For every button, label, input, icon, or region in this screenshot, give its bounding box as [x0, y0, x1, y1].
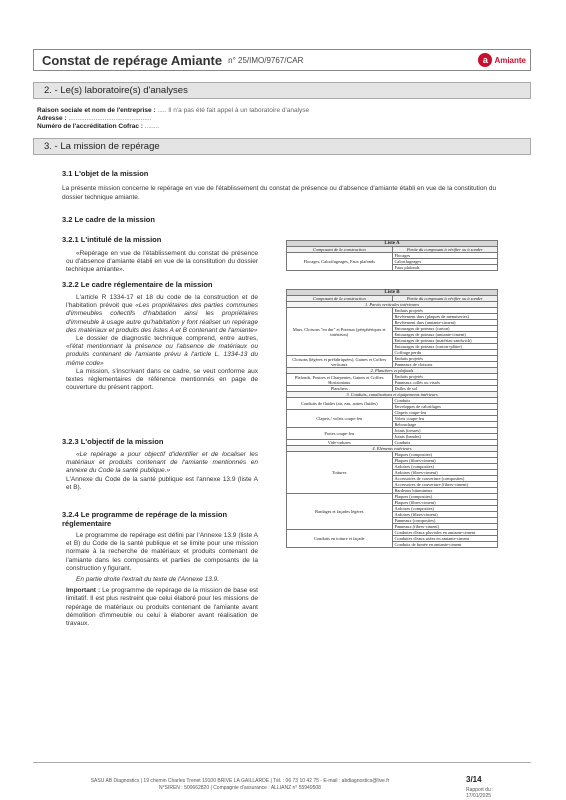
liste-a-part: Flocages [392, 253, 498, 259]
liste-b-part: Conduits [392, 440, 498, 446]
liste-b-part: Conduites d'eaux pluviales en amiante-ciment [392, 530, 498, 536]
liste-b-component: Conduits en toiture et façade [287, 530, 393, 548]
s322-p2-quote: «l'état mentionnant la présence ou l'absence de matériaux ou produits contenant de l'amiante prévu à l'article L. 1334-13 du même code» [66, 343, 258, 367]
s324-paragraph-1: Le programme de repérage est défini par l'Annexe 13.9 (liste A et B) du Code de la santé publique et se limite pour une mission normale à la recherche de matériaux et produits contenant de l'amiante dans les composants et parties de composants de la construction y figurant. [66, 532, 258, 572]
liste-b-part: Plaques (fibres-ciment) [392, 458, 498, 464]
s323-text [66, 451, 258, 492]
liste-b-part: Entourages de poteaux (carton) [392, 326, 498, 332]
liste-b-part: Coffrage perdu [392, 350, 498, 356]
s324-p2-italic: En partie droite l'extrait du texte de l'Annexe 13.9. [76, 576, 220, 584]
s324-important-text: Le programme de repérage de la mission de base est limitatif. Il est plus restreint que celui élaboré pour les missions de repérage de matériaux ou produits contenant de l'amiante avant démolition d'immeuble ou celui à élaborer avant réalisation de travaux. [66, 587, 258, 628]
liste-b-part: Dalles de sol [392, 386, 498, 392]
liste-b-part: Enduits projetés [392, 308, 498, 314]
liste-b-part: Entourages de poteaux (amiante-ciment) [392, 332, 498, 338]
s324-paragraph-2 [66, 576, 258, 584]
liste-b-part: Joints (tresses) [392, 428, 498, 434]
liste-b-component: Plafonds, Poutres et Charpentes, Gaines et Coffres Horizontaux [287, 374, 393, 386]
liste-a-title: Liste A [287, 241, 498, 247]
liste-b-part: Panneaux (fibres-ciment) [392, 524, 498, 530]
s322-p2-plain: Le dossier de diagnostic technique comprend, entre autres, [76, 335, 258, 343]
s31-text: La présente mission concerne le repérage en vue de l'établissement du constat de présence ou d'absence d'amiante établi en vue de la constitution du dossier technique amiante. [62, 185, 497, 201]
page-number: 3/14 [466, 775, 482, 784]
lab-raison-label: Raison sociale et nom de l'entreprise : [37, 107, 156, 114]
liste-b-component: Conduits de fluides (air, eau, autres fluides) [287, 398, 393, 410]
s322-paragraph-2 [66, 335, 258, 368]
liste-b-part: Clapets coupe-feu [392, 410, 498, 416]
liste-b-group-heading: 1. Parois verticales intérieures [287, 302, 498, 308]
liste-b-part: Accessoires de couverture (composites) [392, 476, 498, 482]
logo-text: Amiante [494, 55, 526, 65]
liste-b-title: Liste B [287, 290, 498, 296]
liste-a-col1: Composant de la construction [287, 247, 393, 253]
s324-important-label: Important : [66, 587, 101, 595]
liste-b-part: Enveloppes de calorifuges [392, 404, 498, 410]
lab-adresse-value: .............................................. [68, 115, 152, 122]
s324-title: 3.2.4 Le programme de repérage de la mission réglementaire [62, 510, 228, 528]
lab-cofrac-value: ........ [144, 123, 160, 130]
liste-b-component: Bardages et façades légères [287, 494, 393, 530]
liste-b-part: Ardoises (fibres-ciment) [392, 512, 498, 518]
liste-b-part: Entourages de poteaux (carton+plâtre) [392, 344, 498, 350]
liste-b-part: Rebouchage [392, 422, 498, 428]
s322-text [66, 294, 258, 392]
s32-title: 3.2 Le cadre de la mission [62, 215, 155, 224]
logo-a-icon: a [478, 53, 492, 67]
s321-paragraph: «Repérage en vue de l'établissement du constat de présence ou d'absence d'amiante établi en vue de la constitution du dossier technique amiante». [66, 250, 258, 274]
liste-b-part: Conduits de fumée en amiante-ciment [392, 542, 498, 548]
liste-b-part: Panneaux collés ou vissés [392, 380, 498, 386]
report-date-block [466, 787, 494, 799]
footer-line-2: N°SIREN : 500662820 | Compagnie d'assurance : ALLIANZ n° 55949508 [159, 785, 321, 791]
liste-b-group-heading: 4. Eléments extérieurs [287, 446, 498, 452]
lab-raison-value: ..... Il n'a pas été fait appel à un laboratoire d'analyse [157, 107, 310, 114]
liste-b-part: Ardoises (composites) [392, 506, 498, 512]
liste-b-part: Volets coupe-feu [392, 416, 498, 422]
s322-title: 3.2.2 Le cadre réglementaire de la mission [62, 280, 213, 289]
liste-b-col1: Composant de la construction [287, 296, 393, 302]
s321-title: 3.2.1 L'intitulé de la mission [62, 235, 162, 244]
amiante-logo [478, 53, 526, 67]
s322-p1-plain: L'article R 1334-17 et 18 du code de la construction et de l'habitation prévoit que [66, 294, 258, 310]
liste-b-part: Revêtement durs (amiante-ciment) [392, 320, 498, 326]
liste-b-col2: Partie du composant à vérifier ou à sonder [392, 296, 498, 302]
s322-paragraph-1 [66, 294, 258, 335]
liste-b-part: Plaques (composites) [392, 452, 498, 458]
liste-b-part: Ardoises (fibres-ciment) [392, 470, 498, 476]
liste-b-part: Revêtement durs (plaques de menuiseries) [392, 314, 498, 320]
liste-b-component: Clapets / volets coupe-feu [287, 410, 393, 428]
liste-b-part: Plaques (fibres-ciment) [392, 500, 498, 506]
lab-cofrac-label: Numéro de l'accréditation Cofrac : [37, 123, 143, 130]
liste-a-component: Flocages, Calorifugeages, Faux plafonds [287, 253, 393, 271]
liste-a-part: Faux plafonds [392, 265, 498, 271]
liste-b-part: Enduits projetés [392, 374, 498, 380]
liste-b-part: Enduits projetés [392, 356, 498, 362]
footer-line-1: SASU AB Diagnostics | 19 chemin Charles Trenet 19100 BRIVE LA GAILLARDE | Tél. : 06 73 10 42 75 - E-mail : abdiagnostics@live.fr [90, 778, 390, 784]
liste-b-component: Toitures [287, 452, 393, 494]
s324-text [66, 532, 258, 628]
liste-b-part: Panneaux (composites) [392, 518, 498, 524]
liste-b-component: Planchers [287, 386, 393, 392]
liste-b-table [286, 289, 498, 548]
liste-b-component: Portes coupe-feu [287, 428, 393, 440]
section-3-heading: 3. - La mission de repérage [33, 138, 531, 155]
liste-b-part: Joints (bandes) [392, 434, 498, 440]
liste-b-part: Conduites d'eaux usées en amiante-ciment [392, 536, 498, 542]
report-date-label: Rapport du : [466, 787, 494, 793]
s321-text [66, 250, 258, 275]
liste-b-part: Entourages de poteaux (matériau sandwich) [392, 338, 498, 344]
liste-b-body [287, 290, 498, 548]
s323-title: 3.2.3 L'objectif de la mission [62, 437, 164, 446]
footer [50, 778, 430, 792]
lab-adresse-label: Adresse : [37, 115, 67, 122]
s322-paragraph-3: La mission, s'inscrivant dans ce cadre, se veut conforme aux textes réglementaires de référence mentionnés en page de couverture du présent rapport. [66, 367, 258, 392]
s31-title: 3.1 L'objet de la mission [62, 169, 149, 178]
section-2-heading: 2. - Le(s) laboratoire(s) d'analyses [33, 82, 531, 99]
report-date: 17/01/2025 [466, 793, 492, 799]
liste-a-col2: Partie du composant à vérifier ou à sonder [392, 247, 498, 253]
liste-b-part: Accessoires de couverture (fibres-ciment) [392, 482, 498, 488]
liste-b-part: Panneaux de cloisons [392, 362, 498, 368]
s323-paragraph-2: L'Annexe du Code de la santé publique est l'annexe 13.9 (liste A et B). [66, 475, 258, 491]
liste-b-group-heading: 3. Conduits, canalisations et équipements intérieurs [287, 392, 498, 398]
liste-b-group-heading: 2. Planchers et plafonds [287, 368, 498, 374]
liste-b-part: Conduits [392, 398, 498, 404]
s323-paragraph-1 [66, 451, 258, 476]
liste-b-component: Murs, Cloisons "en dur" et Poteaux (périphériques et intérieurs) [287, 308, 393, 356]
liste-b-component: Vide-ordures [287, 440, 393, 446]
liste-b-part: Bardeaux bitumineux [392, 488, 498, 494]
liste-b-part: Plaques (composites) [392, 494, 498, 500]
liste-a-table [286, 240, 498, 271]
s323-p1-quote: «Le repérage a pour objectif d'identifier et de localiser les matériaux et produits contenant de l'amiante mentionnés en annexe du Code la santé publique.» [66, 451, 258, 475]
report-title-bar [33, 49, 531, 71]
s322-p1-quote: «Les propriétaires des parties communes d'immeubles collectifs d'habitation ainsi les propriétaires d'immeuble à usage autre qu'habitation y font réaliser un repérage des matériaux et produits des listes A et B contenant de l'amiante» [66, 302, 258, 334]
report-title: Constat de repérage Amiante [42, 52, 223, 68]
liste-b-part: Ardoises (composites) [392, 464, 498, 470]
footer-divider [33, 762, 531, 763]
liste-b-component: Cloisons (légères et préfabriquées), Gaines et Coffres verticaux [287, 356, 393, 368]
report-number: n° 25/IMO/9767/CAR [228, 55, 304, 65]
s324-paragraph-3 [66, 587, 258, 628]
lab-cofrac-line [37, 123, 159, 132]
liste-a-part: Calorifugeages [392, 259, 498, 265]
